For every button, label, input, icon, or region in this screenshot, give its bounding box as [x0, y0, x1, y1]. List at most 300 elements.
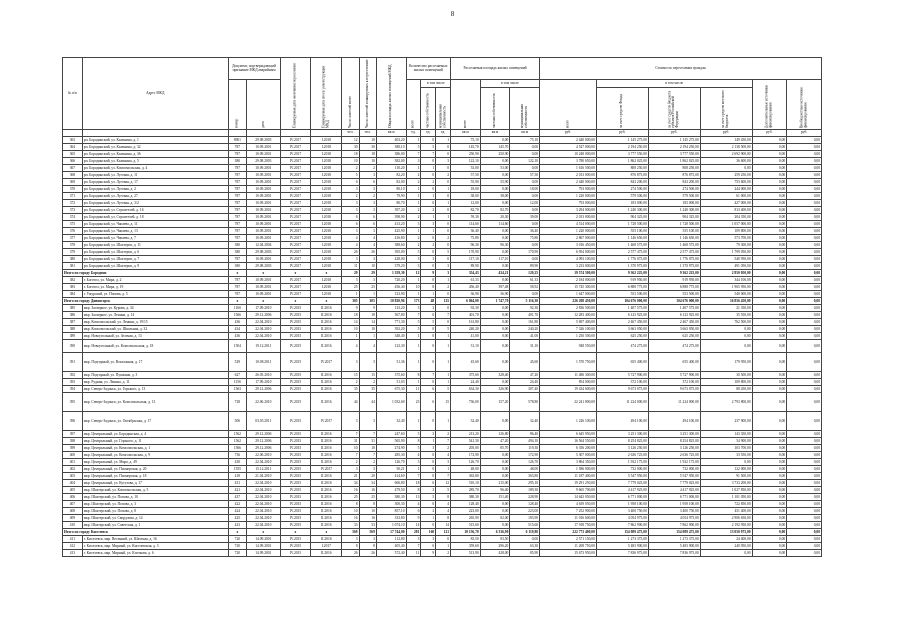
table-cell: 18: [342, 151, 359, 158]
table-cell: I.2018: [311, 193, 342, 200]
table-cell: 179 950,00: [700, 353, 752, 372]
table-cell: 3 663 050,00: [648, 326, 700, 333]
table-cell: 25: [342, 494, 359, 501]
table-cell: IV.2017: [280, 221, 311, 228]
table-cell: IV.2015: [280, 550, 311, 557]
table-cell: 6: [421, 393, 436, 412]
table-cell: 3: [421, 536, 436, 543]
table-cell: 3: [406, 158, 421, 165]
table-cell: 5 697 400,00: [540, 319, 597, 326]
table-cell: 0,00: [787, 298, 822, 305]
table-cell: 10.09.2001: [247, 284, 280, 291]
table-cell: 8: [359, 543, 376, 550]
table-cell: 0,00: [480, 508, 510, 515]
table-cell: 8: [406, 372, 421, 379]
table-cell: мкр. Северо-Задонск, ул. Горького, д. 13: [82, 386, 228, 393]
table-cell: 579 500,00: [596, 193, 648, 200]
table-cell: 0,00: [510, 165, 540, 172]
table-cell: 0,00: [752, 235, 787, 242]
table-cell: 12: [342, 137, 359, 144]
table-cell: x: [311, 529, 342, 536]
table-cell: мкр. Северо-Задонск, ул. Комсомольская, д. 13: [82, 393, 228, 412]
table-cell: 114,60: [480, 221, 510, 228]
table-cell: I.2018: [311, 165, 342, 172]
table-cell: 7 326 100,00: [540, 326, 597, 333]
table-cell: 4: [436, 508, 451, 515]
table-cell: 0,00: [787, 319, 822, 326]
table-cell: 425: [228, 515, 247, 522]
table-cell: 1 932 175,00: [648, 459, 700, 466]
unit-cell: чел.: [359, 130, 376, 137]
table-cell: 1 220 000,00: [540, 228, 597, 235]
table-cell: 36,90: [451, 291, 481, 298]
table-cell: 1: [406, 379, 421, 386]
table-cell: 401,70: [451, 312, 481, 319]
table-cell: мкр. Центральный, ул. Бородинская, д. 4: [82, 431, 228, 438]
table-cell: 0,00: [752, 305, 787, 312]
table-cell: 0,00: [752, 249, 787, 256]
table-cell: 20: [359, 473, 376, 480]
table-cell: 3: [342, 200, 359, 207]
table-cell: IV.2015: [280, 459, 311, 466]
table-cell: 223,00: [510, 508, 540, 515]
table-cell: 22.04.2010: [247, 326, 280, 333]
table-cell: IV.2015: [280, 515, 311, 522]
table-cell: 367: [63, 165, 83, 172]
table-cell: II.2016: [311, 515, 342, 522]
table-cell: 1: [436, 214, 451, 221]
table-cell: 47,20: [480, 438, 510, 445]
table-cell: 89,90: [451, 263, 481, 270]
table-cell: 1: [436, 340, 451, 353]
table-cell: 307,40: [510, 386, 540, 393]
table-cell: 3: [359, 412, 376, 431]
table-cell: 397,48: [480, 284, 510, 291]
table-cell: 4: [406, 452, 421, 459]
table-cell: 23: [406, 393, 421, 412]
table-cell: 0,00: [480, 340, 510, 353]
table-cell: 38,00: [480, 193, 510, 200]
table-cell: 3 733 200,00: [700, 480, 752, 487]
table-cell: 53,00: [451, 165, 481, 172]
table-cell: 3: [406, 536, 421, 543]
unit-cell: кв.м: [376, 130, 406, 137]
table-cell: 456,40: [451, 284, 481, 291]
table-cell: 57,50: [451, 172, 481, 179]
table-row: [63, 473, 822, 480]
table-cell: 172,90: [451, 452, 481, 459]
table-row: [63, 445, 822, 452]
table-cell: I.2017: [311, 543, 342, 550]
table-cell: 0,00: [480, 522, 510, 529]
table-cell: 380: [63, 256, 83, 263]
table-cell: 0,00: [752, 291, 787, 298]
table-cell: 0,00: [480, 412, 510, 431]
table-cell: 3 400 750,00: [596, 508, 648, 515]
table-cell: 720,20: [376, 277, 406, 284]
table-cell: 0,00: [787, 179, 822, 186]
table-cell: 0,00: [787, 333, 822, 340]
table-cell: IV.2017: [280, 165, 311, 172]
table-cell: 3 126 250,00: [596, 445, 648, 452]
table-cell: x: [228, 298, 247, 305]
table-cell: 170,90: [451, 249, 481, 256]
table-cell: 3: [421, 256, 436, 263]
table-cell: 572,40: [376, 550, 406, 557]
table-cell: 154 089 475,00: [648, 529, 700, 536]
table-cell: 0,00: [787, 144, 822, 151]
table-cell: 10: [342, 508, 359, 515]
table-cell: x: [311, 270, 342, 277]
table-cell: 47,20: [510, 372, 540, 379]
table-cell: 363,80: [510, 473, 540, 480]
table-cell: 10.09.2001: [247, 144, 280, 151]
table-cell: 579 500,00: [648, 193, 700, 200]
table-row: [63, 165, 822, 172]
table-cell: 45,60: [510, 353, 540, 372]
table-cell: 0,00: [752, 372, 787, 379]
table-cell: II.2016: [311, 333, 342, 340]
table-cell: 1: [436, 277, 451, 284]
table-row: [63, 312, 822, 319]
table-cell: 0: [421, 249, 436, 256]
table-cell: рп. Бородинский, ул. Шахтеров, д. 7: [82, 256, 228, 263]
table-cell: 22.04.2010: [247, 333, 280, 340]
table-cell: 300,30: [376, 501, 406, 508]
table-row: [63, 379, 822, 386]
table-cell: 2 013 000,00: [540, 214, 597, 221]
table-cell: 0,00: [510, 193, 540, 200]
table-cell: IV.2015: [280, 372, 311, 379]
table-cell: 375,60: [376, 372, 406, 379]
table-cell: 10: [359, 326, 376, 333]
table-cell: I.2018: [311, 235, 342, 242]
table-cell: 8: [359, 501, 376, 508]
table-cell: I.2018: [311, 284, 342, 291]
table-cell: 0: [421, 466, 436, 473]
table-cell: 122,10: [510, 158, 540, 165]
table-cell: 428,00: [376, 256, 406, 263]
table-row: [63, 235, 822, 242]
table-cell: 222 773 400,00: [540, 529, 597, 536]
table-cell: 494 100,00: [596, 412, 648, 431]
table-cell: 2: [406, 242, 421, 249]
table-cell: 375,60: [451, 372, 481, 379]
table-cell: 4 639 050,00: [540, 501, 597, 508]
table-cell: 5 483 900,00: [648, 543, 700, 550]
table-cell: 1: [406, 193, 421, 200]
table-cell: 787: [228, 172, 247, 179]
table-cell: 29.12.2006: [247, 386, 280, 393]
table-cell: 109 800,00: [700, 228, 752, 235]
table-row: [63, 508, 822, 515]
table-cell: 403: [63, 473, 83, 480]
table-cell: 787: [228, 186, 247, 193]
header-cost-fund: за счет средств Фонда: [596, 88, 648, 130]
table-cell: 10.09.2001: [247, 186, 280, 193]
table-cell: IV.2015: [280, 431, 311, 438]
table-cell: 22.04.2010: [247, 487, 280, 494]
table-cell: 0,00: [480, 228, 510, 235]
table-cell: 0,00: [752, 312, 787, 319]
table-cell: 14.09.2001: [247, 550, 280, 557]
unit-cell: руб.: [787, 130, 822, 137]
table-cell: IV.2015: [280, 452, 311, 459]
table-cell: 15.12.2011: [247, 466, 280, 473]
table-cell: 15: [342, 372, 359, 379]
table-cell: 2: [436, 550, 451, 557]
table-cell: 128,40: [451, 501, 481, 508]
table-cell: 3 777 550,00: [596, 151, 648, 158]
table-cell: 0,00: [510, 179, 540, 186]
table-cell: 250,90: [480, 151, 510, 158]
table-cell: 0,00: [480, 263, 510, 270]
table-cell: II.2016: [311, 522, 342, 529]
table-cell: 21: [342, 473, 359, 480]
table-cell: 26: [359, 550, 376, 557]
table-cell: 6 356 200,00: [540, 445, 597, 452]
table-cell: 0,00: [752, 393, 787, 412]
table-cell: 10.09.2001: [247, 151, 280, 158]
table-cell: IV.2017: [280, 263, 311, 270]
table-cell: 0: [421, 333, 436, 340]
table-cell: 4: [342, 235, 359, 242]
table-cell: 6 888 775,00: [648, 284, 700, 291]
table-cell: 569: [342, 529, 359, 536]
table-cell: 122 000,00: [700, 466, 752, 473]
table-cell: 305: [342, 298, 359, 305]
header-cost-local: за счет средств местного бюджета: [700, 88, 752, 130]
header-cost-extra-region: Дополнительные источники финансирования: [752, 80, 787, 130]
table-cell: 35: [359, 386, 376, 393]
table-cell: 22.04.2010: [247, 319, 280, 326]
table-cell: 5: [421, 494, 436, 501]
table-cell: 655 400,00: [596, 353, 648, 372]
table-cell: 8 254 825,00: [596, 438, 648, 445]
table-cell: 0,00: [787, 137, 822, 144]
table-cell: рп. Бородинский, ул. Калинина, д. 5: [82, 158, 228, 165]
table-cell: 0,00: [752, 522, 787, 529]
table-cell: 0,00: [480, 452, 510, 459]
table-cell: 0,00: [787, 165, 822, 172]
table-cell: I.2018: [311, 214, 342, 221]
table-cell: 389: [63, 333, 83, 340]
table-cell: 18: [359, 312, 376, 319]
table-cell: 720: [228, 543, 247, 550]
table-cell: 0,00: [752, 214, 787, 221]
table-cell: 1 273 375,00: [596, 536, 648, 543]
table-cell: 1: [436, 200, 451, 207]
table-cell: I.2018: [311, 249, 342, 256]
table-cell: IV.2015: [280, 312, 311, 319]
table-cell: 3: [342, 277, 359, 284]
table-cell: 11 486 300,00: [540, 372, 597, 379]
table-cell: 4 054 975,00: [596, 515, 648, 522]
table-cell: 0,00: [752, 550, 787, 557]
table-cell: 6: [421, 480, 436, 487]
table-cell: 1: [436, 186, 451, 193]
table-cell: 3: [436, 158, 451, 165]
table-cell: 0,00: [787, 494, 822, 501]
table-cell: 226 208 450,00: [540, 298, 597, 305]
table-cell: 10.09.2001: [247, 165, 280, 172]
table-row: [63, 501, 822, 508]
table-cell: 411: [63, 536, 83, 543]
table-cell: 0,00: [787, 515, 822, 522]
table-cell: 494 100,00: [648, 412, 700, 431]
table-cell: мкр. Центральный, ул. Пионерская, д. 18: [82, 473, 228, 480]
table-row: [63, 522, 822, 529]
table-cell: 382,00: [376, 158, 406, 165]
table-cell: IV.2017: [280, 277, 311, 284]
table-cell: 0: [436, 228, 451, 235]
table-cell: 122,10: [451, 158, 481, 165]
table-cell: 328,40: [480, 372, 510, 379]
table-cell: 0,00: [752, 277, 787, 284]
table-cell: рп. Бородинский, ул. Шахтеров, д. 6: [82, 249, 228, 256]
table-cell: 655 400,00: [648, 353, 700, 372]
table-cell: 0,00: [510, 242, 540, 249]
table-cell: 11: [406, 386, 421, 393]
table-cell: 0,00: [752, 256, 787, 263]
table-cell: г. Боготол, ул. Мира, д. 2: [82, 277, 228, 284]
table-row: [63, 333, 822, 340]
table-cell: 1: [421, 228, 436, 235]
table-cell: мкр. Шахтерский, ул. Попова, д. 8: [82, 508, 228, 515]
table-cell: 3: [342, 466, 359, 473]
page-number: 8: [450, 10, 455, 18]
table-cell: 787: [228, 193, 247, 200]
table-cell: 0: [436, 165, 451, 172]
table-cell: 3: [359, 353, 376, 372]
table-cell: 787: [228, 235, 247, 242]
table-cell: 1 145 275,00: [648, 137, 700, 144]
table-cell: 0,00: [752, 158, 787, 165]
table-cell: 96,30: [480, 242, 510, 249]
table-cell: 75,10: [510, 137, 540, 144]
table-cell: 2 577 475,00: [648, 249, 700, 256]
table-cell: 1: [359, 291, 376, 298]
table-cell: 41,00: [510, 333, 540, 340]
table-cell: 0,00: [480, 379, 510, 386]
table-cell: 10 820,96: [376, 298, 406, 305]
table-cell: 2 836 500,00: [540, 305, 597, 312]
table-cell: x: [280, 270, 311, 277]
table-cell: 75,80: [451, 235, 481, 242]
table-cell: 3: [359, 466, 376, 473]
table-cell: 720: [228, 536, 247, 543]
table-cell: 1 586 000,00: [540, 466, 597, 473]
table-cell: 6 864,00: [451, 298, 481, 305]
table-cell: 1 570 750,00: [540, 353, 597, 372]
table-cell: II.2016: [311, 501, 342, 508]
table-cell: 0: [436, 536, 451, 543]
table-cell: 0,00: [787, 312, 822, 319]
table-cell: 39,00: [510, 214, 540, 221]
table-cell: 10.09.2001: [247, 179, 280, 186]
table-cell: 17 918 750,00: [540, 522, 597, 529]
table-cell: 3: [359, 536, 376, 543]
table-cell: IV.2015: [280, 480, 311, 487]
table-cell: 161,80: [451, 319, 481, 326]
table-cell: 96,40: [480, 487, 510, 494]
table-cell: IV.2017: [311, 412, 342, 431]
table-cell: 9 665 700,00: [540, 487, 597, 494]
header-doc-group: Документ, подтверждающий признание МКД аварийным: [228, 58, 280, 80]
table-cell: 22.04.2010: [247, 508, 280, 515]
table-cell: 0,00: [752, 379, 787, 386]
table-cell: 5: [406, 445, 421, 452]
table-cell: 6 119,80: [510, 529, 540, 536]
table-cell: 204 350,00: [700, 214, 752, 221]
table-cell: 79 300,00: [700, 242, 752, 249]
table-row: [63, 158, 822, 165]
table-cell: x: [247, 270, 280, 277]
table-cell: x: [228, 529, 247, 536]
table-cell: 10: [342, 158, 359, 165]
table-cell: II.2016: [311, 452, 342, 459]
table-cell: 29.08.2003: [247, 158, 280, 165]
table-cell: 10.09.2001: [247, 214, 280, 221]
table-cell: 5 307 000,00: [540, 452, 597, 459]
table-cell: 876 875,00: [596, 172, 648, 179]
table-cell: 0,00: [787, 393, 822, 412]
table-cell: рп. Бородинский, ул. Луговая, д. 11: [82, 172, 228, 179]
table-cell: 376: [63, 228, 83, 235]
table-cell: 4 093 100,00: [540, 256, 597, 263]
table-cell: 451 400,00: [700, 508, 752, 515]
table-cell: 30: [359, 144, 376, 151]
table-cell: IV.2015: [280, 487, 311, 494]
table-cell: 0: [436, 207, 451, 214]
table-cell: 1 359,30: [376, 270, 406, 277]
table-cell: 26: [359, 249, 376, 256]
table-cell: 625 250,00: [596, 333, 648, 340]
table-cell: 25: [359, 284, 376, 291]
header-area-private: частная собственность: [480, 88, 510, 130]
table-cell: 787: [228, 200, 247, 207]
unit-cell: руб.: [540, 130, 597, 137]
table-cell: 14 643 050,00: [540, 494, 597, 501]
table-cell: 1 468 575,00: [648, 242, 700, 249]
table-cell: 11: [342, 263, 359, 270]
table-row: [63, 480, 822, 487]
table-cell: 55,90: [451, 179, 481, 186]
table-cell: 1 862 025,00: [596, 158, 648, 165]
table-cell: 0: [436, 291, 451, 298]
table-cell: II.2016: [311, 480, 342, 487]
table-cell: 0,00: [752, 515, 787, 522]
table-cell: 4: [342, 340, 359, 353]
table-cell: 413: [63, 550, 83, 557]
table-cell: 1: [406, 291, 421, 298]
table-cell: IV.2015: [280, 379, 311, 386]
table-cell: 6: [342, 179, 359, 186]
table-cell: 400: [63, 452, 83, 459]
table-cell: 1: [421, 214, 436, 221]
table-cell: 22.04.2010: [247, 515, 280, 522]
table-cell: 3: [421, 221, 436, 228]
table-cell: 7 862 900,00: [596, 522, 648, 529]
table-cell: 82,70: [480, 207, 510, 214]
table-cell: 38,00: [451, 193, 481, 200]
table-cell: I.2018: [311, 137, 342, 144]
table-row: [63, 466, 822, 473]
table-cell: 29.08.2003: [247, 263, 280, 270]
table-cell: 407: [63, 501, 83, 508]
table-cell: 215,00: [480, 480, 510, 487]
header-cost-region: за счет средств бюджета субъекта Российской Федерации: [648, 88, 700, 130]
